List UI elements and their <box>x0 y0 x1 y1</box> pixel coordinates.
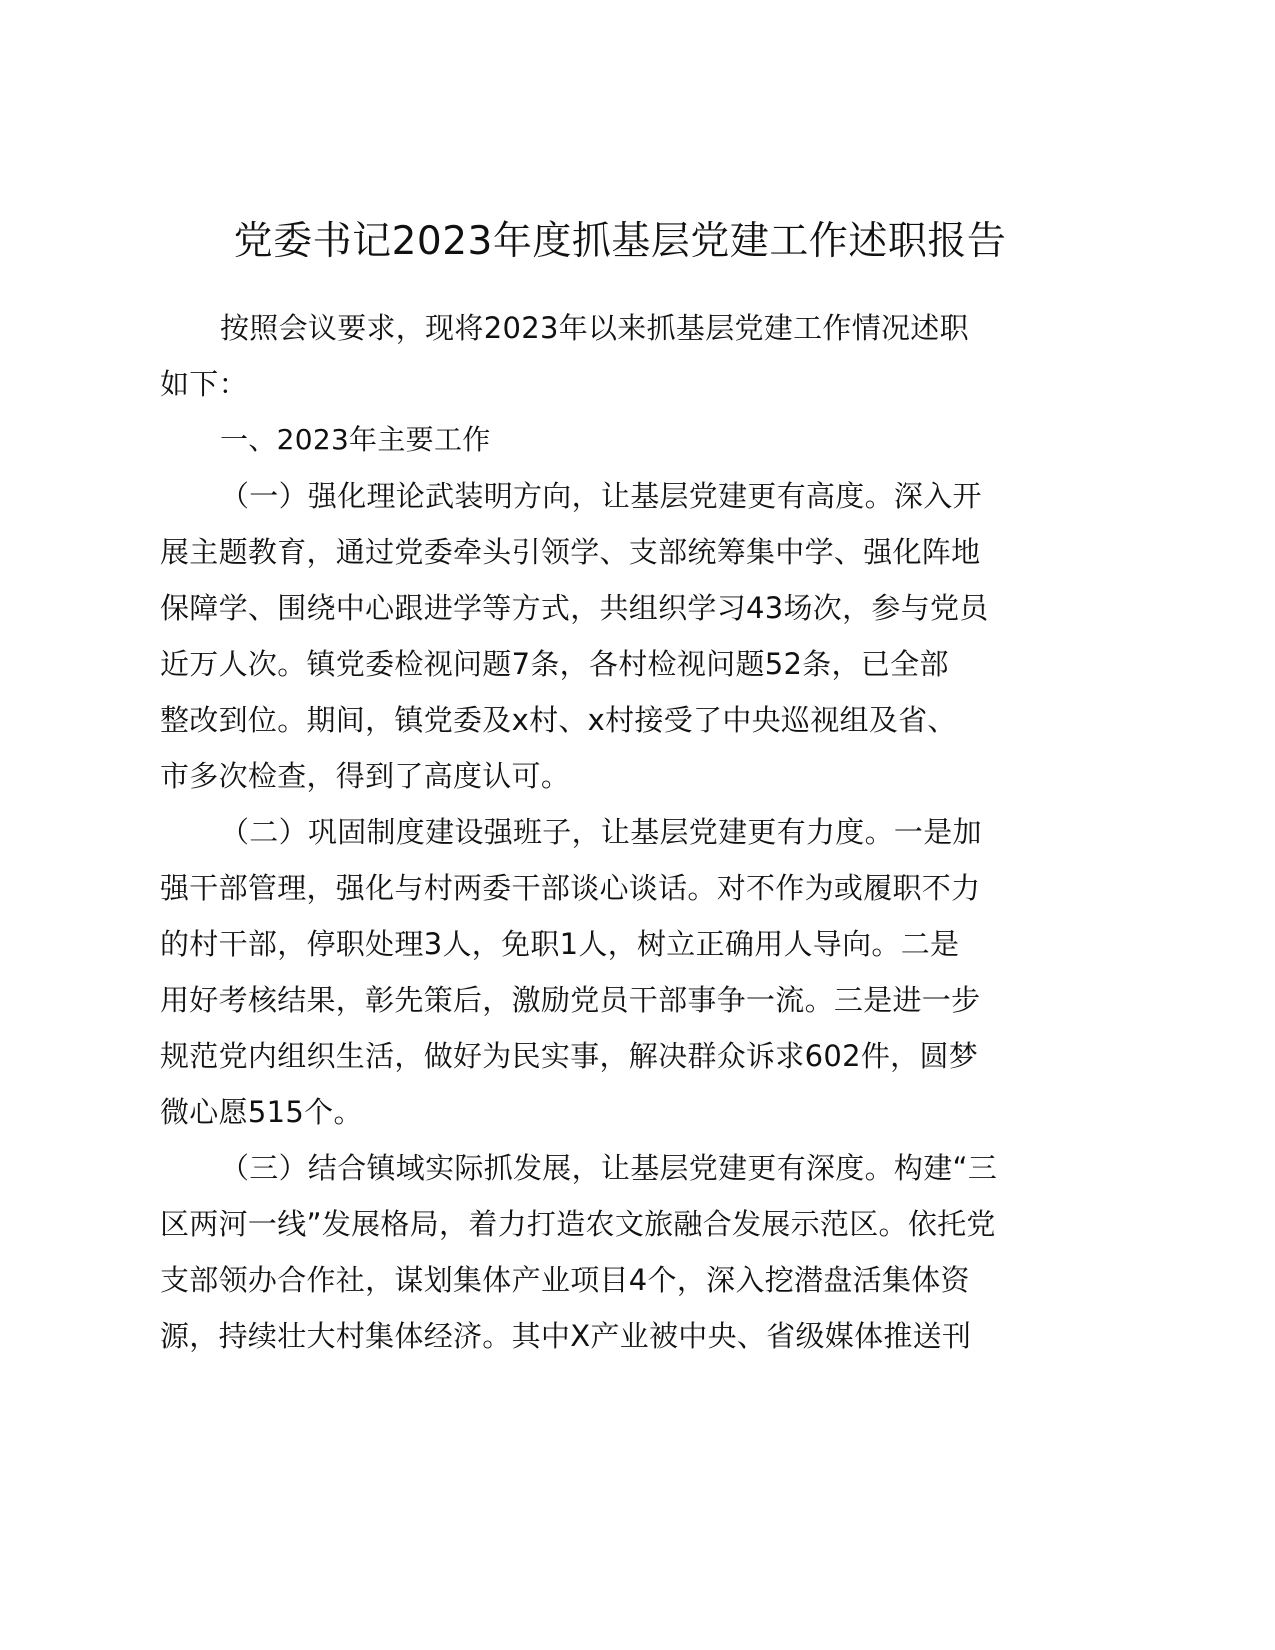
subsection-heading-line: （三）结合镇域实际抓发展，让基层党建更有深度。构建“三 <box>220 1151 998 1185</box>
paragraph-line: 近万人次。镇党委检视问题7条，各村检视问题52条，已全部 <box>160 647 949 681</box>
paragraph-line: 整改到位。期间，镇党委及x村、x村接受了中央巡视组及省、 <box>160 703 957 737</box>
paragraph-line: 如下： <box>160 367 248 401</box>
document-title: 党委书记2023年度抓基层党建工作述职报告 <box>233 219 1007 264</box>
paragraph-line: 区两河一线”发展格局，着力打造农文旅融合发展示范区。依托党 <box>160 1207 996 1241</box>
paragraph-line: 源，持续壮大村集体经济。其中X产业被中央、省级媒体推送刊 <box>160 1319 972 1353</box>
paragraph-line: 的村干部，停职处理3人，免职1人，树立正确用人导向。二是 <box>160 927 960 961</box>
document-body <box>160 300 1080 1364</box>
paragraph-line: 用好考核结果，彰先策后，激励党员干部事争一流。三是进一步 <box>160 983 981 1017</box>
section-heading: 一、2023年主要工作 <box>220 423 491 456</box>
paragraph-line: 支部领办合作社，谋划集体产业项目4个，深入挖潜盘活集体资 <box>160 1263 970 1297</box>
paragraph-line: 按照会议要求，现将2023年以来抓基层党建工作情况述职 <box>220 311 969 345</box>
paragraph-line: 规范党内组织生活，做好为民实事，解决群众诉求602件，圆梦 <box>160 1039 979 1073</box>
paragraph-line: 保障学、围绕中心跟进学等方式，共组织学习43场次，参与党员 <box>160 591 989 625</box>
paragraph-line: 微心愿515个。 <box>160 1095 363 1129</box>
subsection-heading-line: （二）巩固制度建设强班子，让基层党建更有力度。一是加 <box>220 815 982 849</box>
paragraph-line: 展主题教育，通过党委牵头引领学、支部统筹集中学、强化阵地 <box>160 535 981 569</box>
paragraph-line: 强干部管理，强化与村两委干部谈心谈话。对不作为或履职不力 <box>160 871 981 905</box>
paragraph-line: 市多次检查，得到了高度认可。 <box>160 759 571 793</box>
subsection-heading-line: （一）强化理论武装明方向，让基层党建更有高度。深入开 <box>220 479 982 513</box>
